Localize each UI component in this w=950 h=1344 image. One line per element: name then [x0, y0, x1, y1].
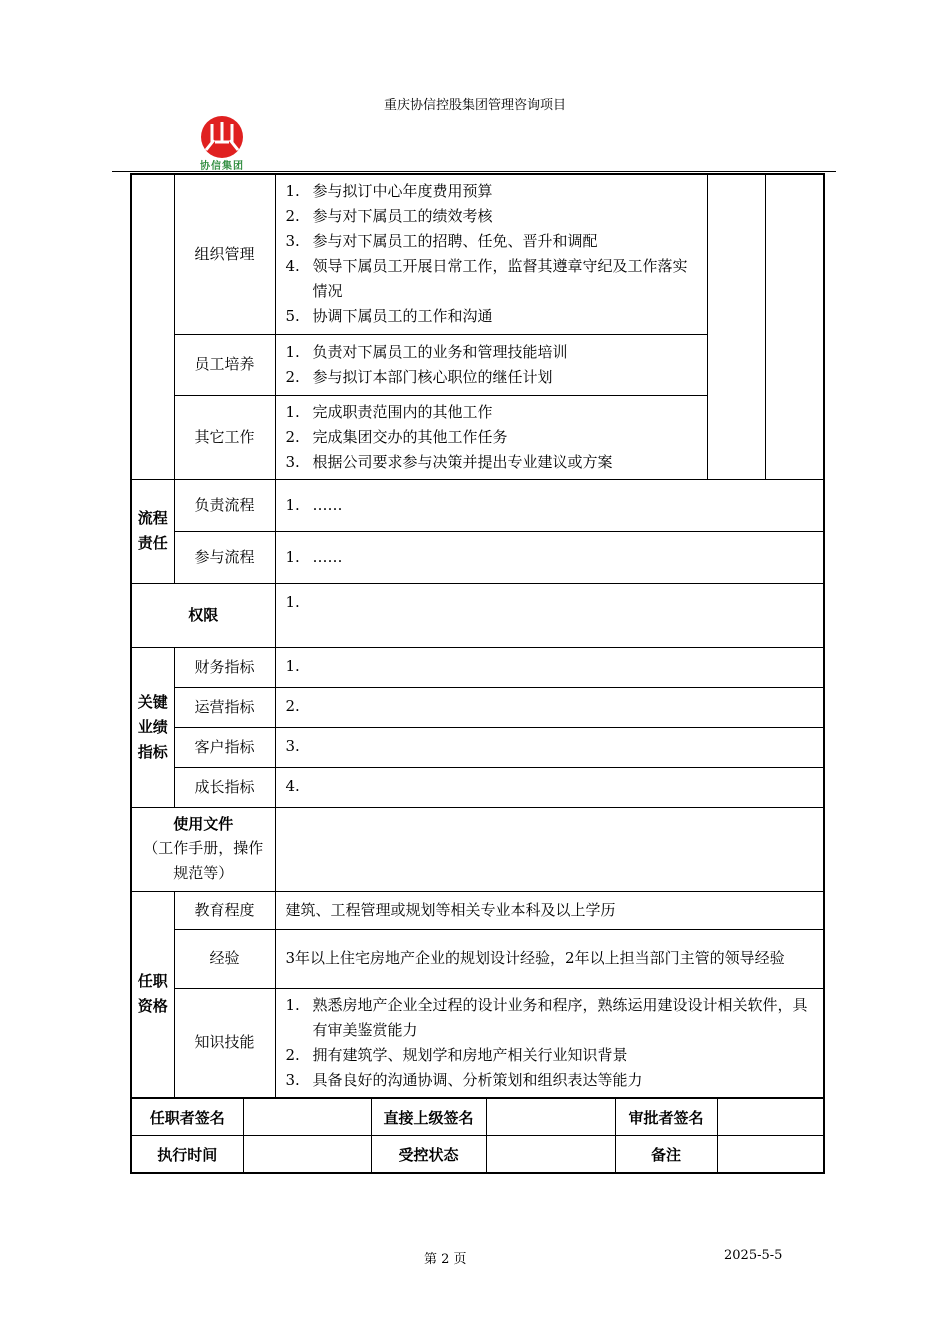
documents-value — [275, 807, 824, 891]
control-status-field[interactable] — [486, 1136, 615, 1174]
page-number: 第 2 页 — [424, 1252, 467, 1267]
duty-items-other — [275, 395, 707, 479]
logo-text: 协信集团 — [200, 161, 244, 172]
remarks-field[interactable] — [717, 1136, 824, 1174]
kpi-label: 成长指标 — [174, 767, 275, 807]
duty-category-cell — [131, 174, 174, 479]
incumbent-sign-label: 任职者签名 — [131, 1098, 243, 1136]
experience-label: 经验 — [174, 929, 275, 988]
process-row-owner — [131, 479, 824, 531]
job-description-table — [130, 173, 825, 1099]
list-item: 1. 负责对下属员工的业务和管理技能培训 — [285, 342, 568, 361]
list-item: 2. 拥有建筑学、规划学和房地产相关行业知识背景 — [285, 1045, 628, 1064]
authority-row — [131, 583, 824, 647]
list-item: 2. 参与对下属员工的绩效考核 — [285, 207, 493, 226]
qualification-row-education — [131, 891, 824, 929]
control-status-label: 受控状态 — [371, 1136, 486, 1174]
skills-items — [275, 988, 824, 1098]
footer-date: 2025-5-5 — [724, 1248, 783, 1263]
list-item: 4. 领导下属员工开展日常工作，监督其遵章守纪及工作落实情况 — [285, 257, 688, 301]
signature-row — [131, 1098, 824, 1136]
qualification-row-skills — [131, 988, 824, 1098]
duty-extra-col-2 — [765, 174, 824, 479]
qualification-row-experience — [131, 929, 824, 988]
documents-row — [131, 807, 824, 891]
approver-sign-label: 审批者签名 — [615, 1098, 717, 1136]
process-label-owner: 负责流程 — [174, 479, 275, 531]
duty-label-org: 组织管理 — [174, 174, 275, 334]
experience-value: 3年以上住宅房地产企业的规划设计经验，2年以上担当部门主管的领导经验 — [275, 929, 824, 988]
skills-label: 知识技能 — [174, 988, 275, 1098]
duty-row-org — [131, 174, 824, 334]
kpi-value: 4. — [275, 767, 824, 807]
duty-label-other: 其它工作 — [174, 395, 275, 479]
list-item: 3. 根据公司要求参与决策并提出专业建议或方案 — [285, 452, 613, 471]
status-row — [131, 1136, 824, 1174]
list-item: 3. 具备良好的沟通协调、分析策划和组织表达等能力 — [285, 1070, 643, 1089]
education-value: 建筑、工程管理或规划等相关专业本科及以上学历 — [275, 891, 824, 929]
header-rule — [112, 171, 836, 172]
kpi-category: 关键业绩指标 — [131, 647, 174, 807]
list-item: 1. 参与拟订中心年度费用预算 — [285, 182, 493, 201]
kpi-label: 运营指标 — [174, 687, 275, 727]
duty-items-org — [275, 174, 707, 334]
qualification-category: 任职资格 — [131, 891, 174, 1098]
kpi-row — [131, 687, 824, 727]
incumbent-sign-field[interactable] — [243, 1098, 371, 1136]
list-item: 5. 协调下属员工的工作和沟通 — [285, 307, 493, 326]
duty-items-training — [275, 334, 707, 395]
kpi-label: 客户指标 — [174, 727, 275, 767]
exec-time-label: 执行时间 — [131, 1136, 243, 1174]
list-item: 1. 熟悉房地产企业全过程的设计业务和程序，熟练运用建设设计相关软件，具有审美鉴赏能力 — [285, 995, 808, 1039]
approver-sign-field[interactable] — [717, 1098, 824, 1136]
kpi-value: 2. — [275, 687, 824, 727]
signature-table — [130, 1097, 825, 1174]
duty-label-training: 员工培养 — [174, 334, 275, 395]
supervisor-sign-field[interactable] — [486, 1098, 615, 1136]
duty-extra-col-1 — [707, 174, 765, 479]
list-item: 1. 完成职责范围内的其他工作 — [285, 402, 493, 421]
process-value-participant: 1. …… — [275, 531, 824, 583]
process-row-participant — [131, 531, 824, 583]
process-category: 流程责任 — [131, 479, 174, 583]
documents-label-cell — [131, 807, 275, 891]
supervisor-sign-label: 直接上级签名 — [371, 1098, 486, 1136]
authority-value: 1. — [275, 583, 824, 647]
documents-label: 使用文件 — [173, 815, 234, 833]
authority-label: 权限 — [131, 583, 275, 647]
kpi-row — [131, 647, 824, 687]
kpi-value: 3. — [275, 727, 824, 767]
remarks-label: 备注 — [615, 1136, 717, 1174]
kpi-label: 财务指标 — [174, 647, 275, 687]
list-item: 3. 参与对下属员工的招聘、任免、晋升和调配 — [285, 232, 598, 251]
education-label: 教育程度 — [174, 891, 275, 929]
documents-sublabel: （工作手册，操作规范等） — [143, 839, 264, 882]
kpi-value: 1. — [275, 647, 824, 687]
process-label-participant: 参与流程 — [174, 531, 275, 583]
process-value-owner: 1. …… — [275, 479, 824, 531]
list-item: 2. 参与拟订本部门核心职位的继任计划 — [285, 367, 553, 386]
list-item: 2. 完成集团交办的其他工作任务 — [285, 427, 508, 446]
kpi-row — [131, 767, 824, 807]
exec-time-field[interactable] — [243, 1136, 371, 1174]
header-title: 重庆协信控股集团管理咨询项目 — [383, 98, 566, 113]
kpi-row — [131, 727, 824, 767]
